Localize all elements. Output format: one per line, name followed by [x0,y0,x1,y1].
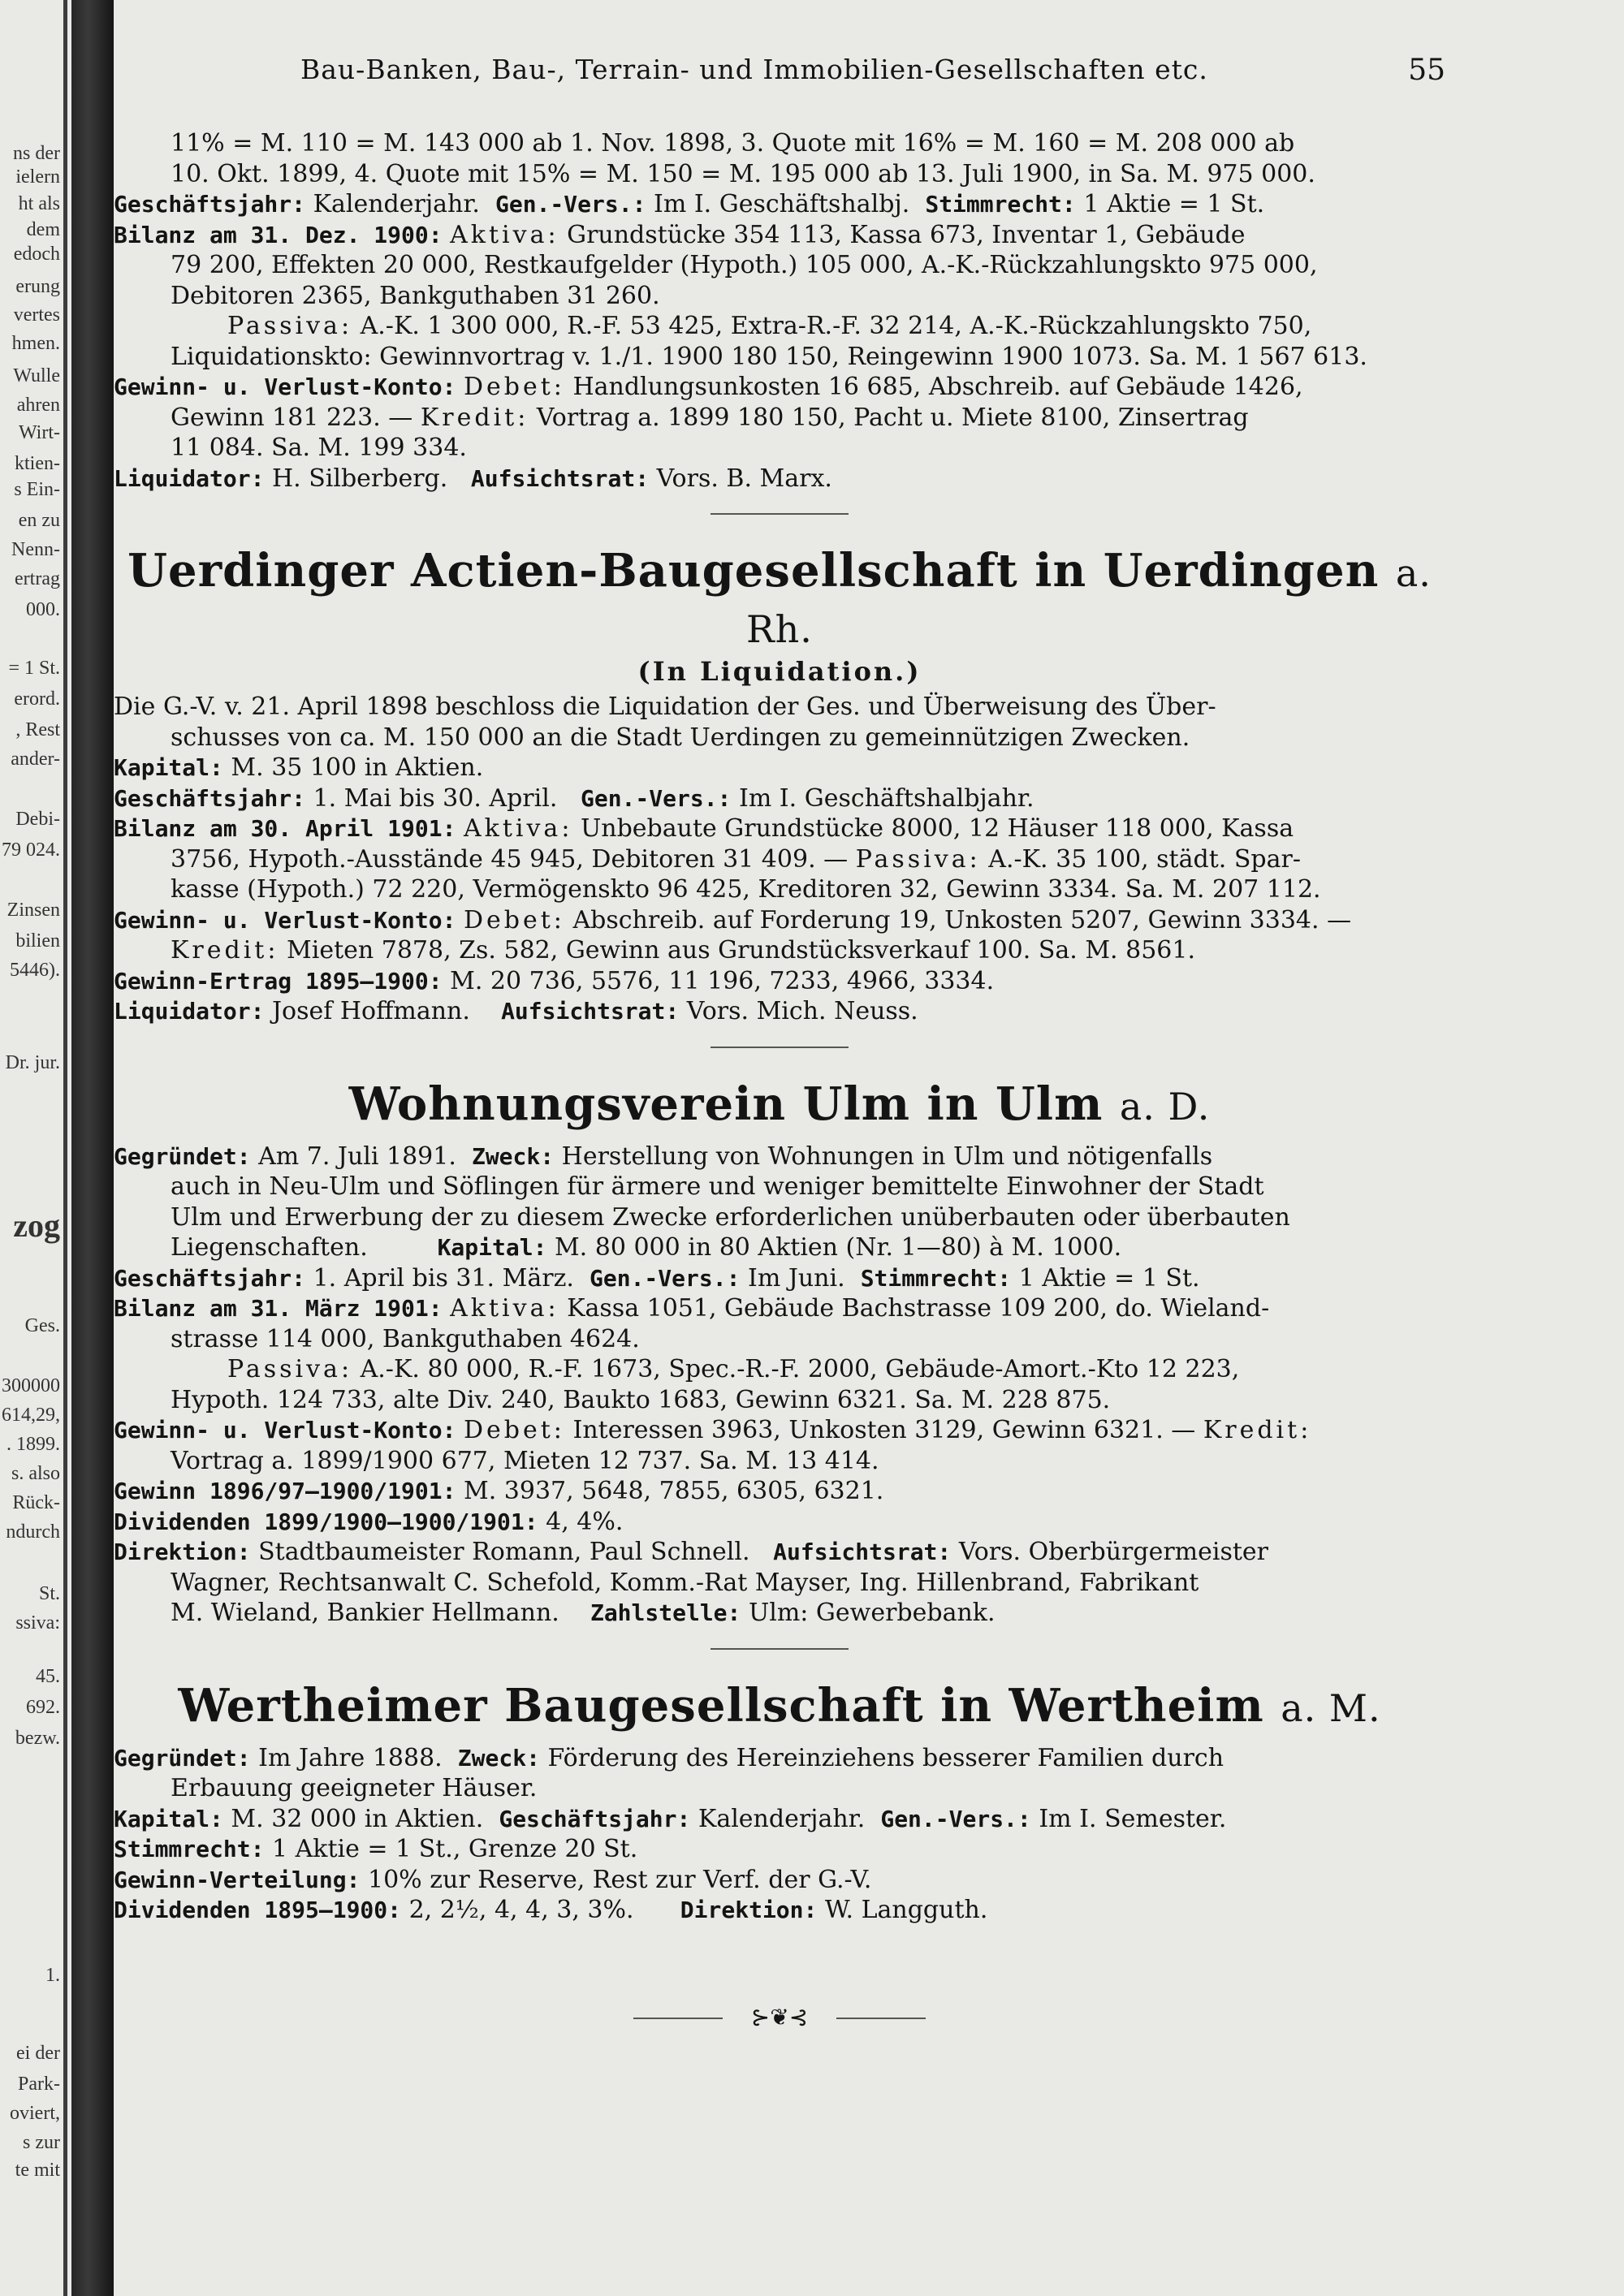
field-value: 10% zur Reserve, Rest zur Verf. der G.-V. [367,1865,872,1894]
field-label: Geschäftsjahr: [114,1264,306,1292]
margin-fragment: en zu [18,510,60,531]
text-line [114,1415,1445,1446]
margin-fragment: erung [15,276,60,297]
field-value: A.-K. 35 100, städt. Spar- [988,844,1301,874]
entry-title [114,1679,1445,1735]
section-divider [710,1047,849,1048]
field-value: Abschreib. auf Forderung 19, Unkosten 5207, Gewinn 3334. — [572,905,1352,934]
spaced-word: Passiva: [227,1355,353,1383]
title-suffix: a. M. [1281,1685,1381,1730]
field-value: Gewinn 181 223. — [171,403,413,432]
margin-fragment: vertes [13,304,60,326]
entry-title [114,544,1445,656]
field-value: Vortrag a. 1899 180 150, Pacht u. Miete 8100, Zinsertrag [536,403,1249,432]
field-value: Ulm: Gewerbebank. [748,1599,996,1627]
company-entry-uerdingen [114,544,1445,1027]
field-value: Kalenderjahr. [313,190,480,218]
running-title: Bau-Banken, Bau-, Terrain- und Immobilien-Gesellschaften etc. [300,54,1208,85]
field-label: Liquidator: [114,998,265,1025]
margin-fragment: ei der [16,2043,60,2064]
field-value: M. 35 100 in Aktien. [231,753,484,782]
field-value: Unbebaute Grundstücke 8000, 12 Häuser 118 000, Kassa [580,814,1294,843]
end-ornament-icon: ⊱❦⊰ [633,2004,926,2031]
field-value: M. Wieland, Bankier Hellmann. [171,1599,559,1627]
text-line [114,935,1445,966]
field-label: Gewinn 1896/97—1900/1901: [114,1478,456,1504]
field-value: M. 20 736, 5576, 11 196, 7233, 4966, 3334. [450,966,995,995]
margin-fragment: = 1 St. [8,658,60,679]
margin-fragment: Wulle [13,365,60,386]
margin-fragment: ahren [16,395,60,416]
field-label: Kapital: [437,1234,547,1261]
field-label: Gewinn- u. Verlust-Konto: [114,373,456,400]
field-value: Im I. Semester. [1039,1804,1227,1833]
field-label: Stimmrecht: [925,191,1076,218]
field-label: Gen.-Vers.: [880,1805,1031,1832]
margin-fragment: Park- [18,2074,60,2095]
title-suffix: a. Rh. [746,551,1432,651]
text-line [114,1263,1445,1294]
field-value: Vors. B. Marx. [656,464,832,493]
margin-fragment: 79 024. [2,839,60,861]
page-header [211,54,1445,91]
margin-fragment: 300000 [2,1375,60,1396]
text-line [114,1293,1445,1324]
entry-subtitle: (In Liquidation.) [637,656,922,687]
margin-fragment: 1. [45,1965,60,1986]
margin-fragment: Wirt- [18,422,60,443]
text-line [114,1865,1445,1896]
margin-fragment: Rück- [12,1492,60,1513]
text-line [114,1895,1445,1926]
field-value: 1 Aktie = 1 St. [1083,190,1265,218]
text-line [114,1354,1445,1385]
spaced-word: Kredit: [171,936,279,965]
field-value: Mieten 7878, Zs. 582, Gewinn aus Grundstücksverkauf 100. Sa. M. 8561. [287,936,1196,965]
margin-fragment: ander- [11,749,60,770]
field-value: 1. Mai bis 30. April. [313,783,558,813]
book-spine [71,0,114,2296]
field-value: Förderung des Hereinziehens besserer Familien durch [547,1743,1224,1772]
field-value: Am 7. Juli 1891. [258,1142,456,1171]
field-value: 2, 2½, 4, 4, 3, 3%. [408,1896,634,1924]
text-line: Debitoren 2365, Bankguthaben 31 260. [171,281,660,310]
field-label: Gewinn- u. Verlust-Konto: [114,906,456,934]
margin-fragment: 614,29, [2,1405,60,1426]
field-label: Zahlstelle: [590,1599,741,1626]
field-value: 1 Aktie = 1 St. [1018,1263,1200,1293]
title-suffix: a. D. [1119,1084,1211,1129]
field-value: Herstellung von Wohnungen in Ulm und nötigenfalls [561,1142,1213,1171]
margin-fragment: St. [38,1583,60,1604]
margin-fragment: Dr. jur. [5,1052,60,1073]
field-label: Gen.-Vers.: [590,1264,741,1292]
text-line [114,311,1445,342]
margin-fragment: s zur [23,2132,60,2153]
field-value: Josef Hoffmann. [271,997,470,1025]
text-line: Hypoth. 124 733, alte Div. 240, Baukto 1683, Gewinn 6321. Sa. M. 228 875. [171,1385,1111,1414]
text-line [114,1232,1445,1263]
page-content [114,128,1445,2031]
margin-fragment: ertrag [15,568,60,589]
field-value: 3756, Hypoth.-Ausstände 45 945, Debitoren 31 409. — [171,844,849,874]
section-divider [710,1648,849,1650]
text-line [114,783,1445,814]
margin-fragment: . 1899. [6,1434,60,1455]
field-label: Stimmrecht: [860,1264,1012,1292]
field-value: Interessen 3963, Unkosten 3129, Gewinn 6321. — [572,1416,1196,1444]
text-line [114,1537,1445,1568]
spaced-word: Debet: [463,1416,565,1444]
text-line [114,372,1445,403]
text-line: Erbauung geeigneter Häuser. [171,1774,538,1802]
text-line: 11 084. Sa. M. 199 334. [171,434,467,462]
margin-fragment: Zinsen [6,900,60,921]
field-value: Stadtbaumeister Romann, Paul Schnell. [258,1538,750,1566]
title-text: Wohnungsverein Ulm in Ulm [348,1077,1104,1131]
text-line [114,1834,1445,1865]
field-value: Im Juni. [747,1263,845,1293]
field-label: Aufsichtsrat: [470,464,650,492]
margin-fragment: ndurch [6,1521,60,1543]
field-label: Bilanz am 30. April 1901: [114,815,456,842]
margin-fragment: 692. [26,1697,60,1718]
spaced-word: Debet: [463,905,565,934]
field-value: Grundstücke 354 113, Kassa 673, Inventar 1, Gebäude [567,220,1246,249]
field-label: Gewinn- u. Verlust-Konto: [114,1417,456,1444]
field-value: Vors. Mich. Neuss. [686,997,918,1025]
company-entry-ulm [114,1077,1445,1629]
field-value: Kalenderjahr. [698,1804,866,1833]
margin-fragment: Ges. [24,1315,60,1336]
text-line [114,1507,1445,1538]
margin-fragment: bilien [15,930,60,952]
field-value: 1 Aktie = 1 St., Grenze 20 St. [271,1835,638,1863]
field-value: A.-K. 1 300 000, R.-F. 53 425, Extra-R.-F. 32 214, A.-K.-Rückzahlungskto 750, [360,312,1312,340]
text-line [114,403,1445,434]
field-label: Dividenden 1899/1900—1900/1901: [114,1508,538,1535]
field-value: W. Langguth. [824,1896,988,1924]
text-line [114,844,1445,875]
text-line: Die G.-V. v. 21. April 1898 beschloss die Liquidation der Ges. und Überweisung des Über- [114,693,1216,721]
text-line: 11% = M. 110 = M. 143 000 ab 1. Nov. 1898, 3. Quote mit 16% = M. 160 = M. 208 000 ab [171,129,1295,158]
field-label: Geschäftsjahr: [499,1805,691,1832]
text-line [114,753,1445,783]
field-value: Im Jahre 1888. [258,1743,443,1772]
margin-fragment: , Rest [15,719,60,740]
text-line [114,1743,1445,1774]
page-number: 55 [1408,54,1445,87]
field-label: Gen.-Vers.: [580,784,732,812]
entry-title [114,1077,1445,1133]
field-label: Gen.-Vers.: [495,191,646,218]
margin-fragment: s Ein- [14,479,60,500]
text-line [114,1476,1445,1507]
text-line: 10. Okt. 1899, 4. Quote mit 15% = M. 150 = M. 195 000 ab 13. Juli 1900, in Sa. M. 975 000. [171,159,1315,188]
text-line [114,905,1445,936]
field-label: Liquidator: [114,464,265,492]
field-label: Stimmrecht: [114,1836,265,1862]
margin-fragment: ielern [15,166,60,188]
spaced-word: Kredit: [1203,1416,1312,1444]
text-line: Vortrag a. 1899/1900 677, Mieten 12 737. Sa. M. 13 414. [171,1446,879,1475]
field-label: Geschäftsjahr: [114,191,306,218]
margin-fragment: hmen. [11,333,60,354]
spaced-word: Aktiva: [463,814,573,843]
margin-fragment: oviert, [10,2103,60,2124]
margin-fragment: ktien- [15,453,60,474]
field-value: Handlungsunkosten 16 685, Abschreib. auf Gebäude 1426, [572,373,1303,401]
field-label: Gewinn-Verteilung: [114,1866,361,1893]
text-line [114,1598,1445,1629]
text-line: 79 200, Effekten 20 000, Restkaufgelder (Hypoth.) 105 000, A.-K.-Rückzahlungskto 975 000, [171,251,1318,279]
field-label: Aufsichtsrat: [773,1539,952,1565]
field-value: 4, 4%. [546,1507,624,1536]
left-margin-bleed [0,0,63,2296]
field-value: H. Silberberg. [271,464,448,493]
text-line: auch in Neu-Ulm und Söflingen für ärmere und weniger bemittelte Einwohner der Stadt [171,1172,1264,1201]
field-value: Im I. Geschäftshalbj. [653,190,910,218]
margin-fragment: dem [26,219,60,240]
margin-fragment: ns der [13,143,60,164]
field-value: Kassa 1051, Gebäude Bachstrasse 109 200, do. Wieland- [567,1294,1270,1323]
spaced-word: Passiva: [855,844,981,874]
field-label: Zweck: [471,1142,555,1170]
margin-fragment: Debi- [15,809,60,830]
margin-fragment: te mit [15,2160,60,2181]
field-label: Aufsichtsrat: [501,998,680,1025]
field-value: A.-K. 80 000, R.-F. 1673, Spec.-R.-F. 2000, Gebäude-Amort.-Kto 12 223, [360,1355,1240,1383]
text-line [114,1142,1445,1172]
spaced-word: Kredit: [420,403,529,432]
page-edge-line [63,0,67,2296]
spaced-word: Aktiva: [450,1294,559,1323]
margin-fragment: erord. [14,688,60,710]
margin-fragment: edoch [13,244,60,265]
text-line [114,189,1445,220]
field-label: Kapital: [114,1805,223,1832]
field-label: Gegründet: [114,1142,251,1170]
margin-fragment: s. also [11,1463,60,1484]
field-value: 1. April bis 31. März. [313,1263,574,1293]
field-value: Im I. Geschäftshalbjahr. [738,783,1034,813]
text-line: kasse (Hypoth.) 72 220, Vermögenskto 96 425, Kreditoren 32, Gewinn 3334. Sa. M. 207 112. [171,875,1321,904]
spaced-word: Passiva: [227,312,353,340]
margin-fragment: 5446). [10,960,60,981]
text-line [114,1804,1445,1835]
text-line [114,996,1445,1027]
text-line: strasse 114 000, Bankguthaben 4624. [171,1324,640,1353]
title-text: Wertheimer Baugesellschaft in Wertheim [178,1678,1264,1733]
text-line [114,814,1445,844]
field-label: Gegründet: [114,1744,251,1772]
title-text: Uerdinger Actien-Baugesellschaft in Uerdingen [127,544,1380,598]
margin-fragment: ssiva: [15,1612,60,1634]
field-value: M. 80 000 in 80 Aktien (Nr. 1—80) à M. 1000. [554,1233,1122,1262]
field-label: Direktion: [114,1539,251,1565]
section-divider [710,513,849,515]
field-value: Liegenschaften. [171,1233,368,1262]
field-label: Zweck: [457,1744,540,1772]
margin-fragment: Nenn- [11,539,60,560]
company-entry-wertheim [114,1679,1445,1926]
field-label: Gewinn-Ertrag 1895—1900: [114,967,443,995]
field-label: Bilanz am 31. Dez. 1900: [114,221,443,248]
text-line [114,220,1445,251]
field-label: Bilanz am 31. März 1901: [114,1295,443,1322]
field-label: Geschäftsjahr: [114,784,306,812]
text-line: schusses von ca. M. 150 000 an die Stadt Uerdingen zu gemeinnützigen Zwecken. [171,723,1190,752]
field-value: M. 3937, 5648, 7855, 6305, 6321. [463,1477,884,1505]
text-line: Wagner, Rechtsanwalt C. Schefold, Komm.-Rat Mayser, Ing. Hillenbrand, Fabrikant [171,1568,1199,1597]
field-label: Dividenden 1895—1900: [114,1897,402,1923]
margin-fragment: zog [13,1207,60,1244]
field-label: Kapital: [114,754,223,781]
field-value: M. 32 000 in Aktien. [231,1804,484,1833]
field-label: Direktion: [680,1897,818,1923]
margin-fragment: ht als [18,193,60,214]
text-line [114,966,1445,997]
spaced-word: Debet: [463,373,565,401]
field-value: Vors. Oberbürgermeister [958,1538,1269,1566]
margin-fragment: 000. [26,599,60,620]
text-line: Ulm und Erwerbung der zu diesem Zwecke erforderlichen unüberbauten oder überbauten [171,1202,1290,1232]
text-line: Liquidationskto: Gewinnvortrag v. 1./1. 1900 180 150, Reingewinn 1900 1073. Sa. M. 1 567 613. [171,342,1367,371]
margin-fragment: 45. [36,1666,60,1687]
continued-entry [114,128,1445,494]
margin-fragment: bezw. [15,1728,60,1749]
text-line [114,464,1445,494]
spaced-word: Aktiva: [450,220,559,249]
